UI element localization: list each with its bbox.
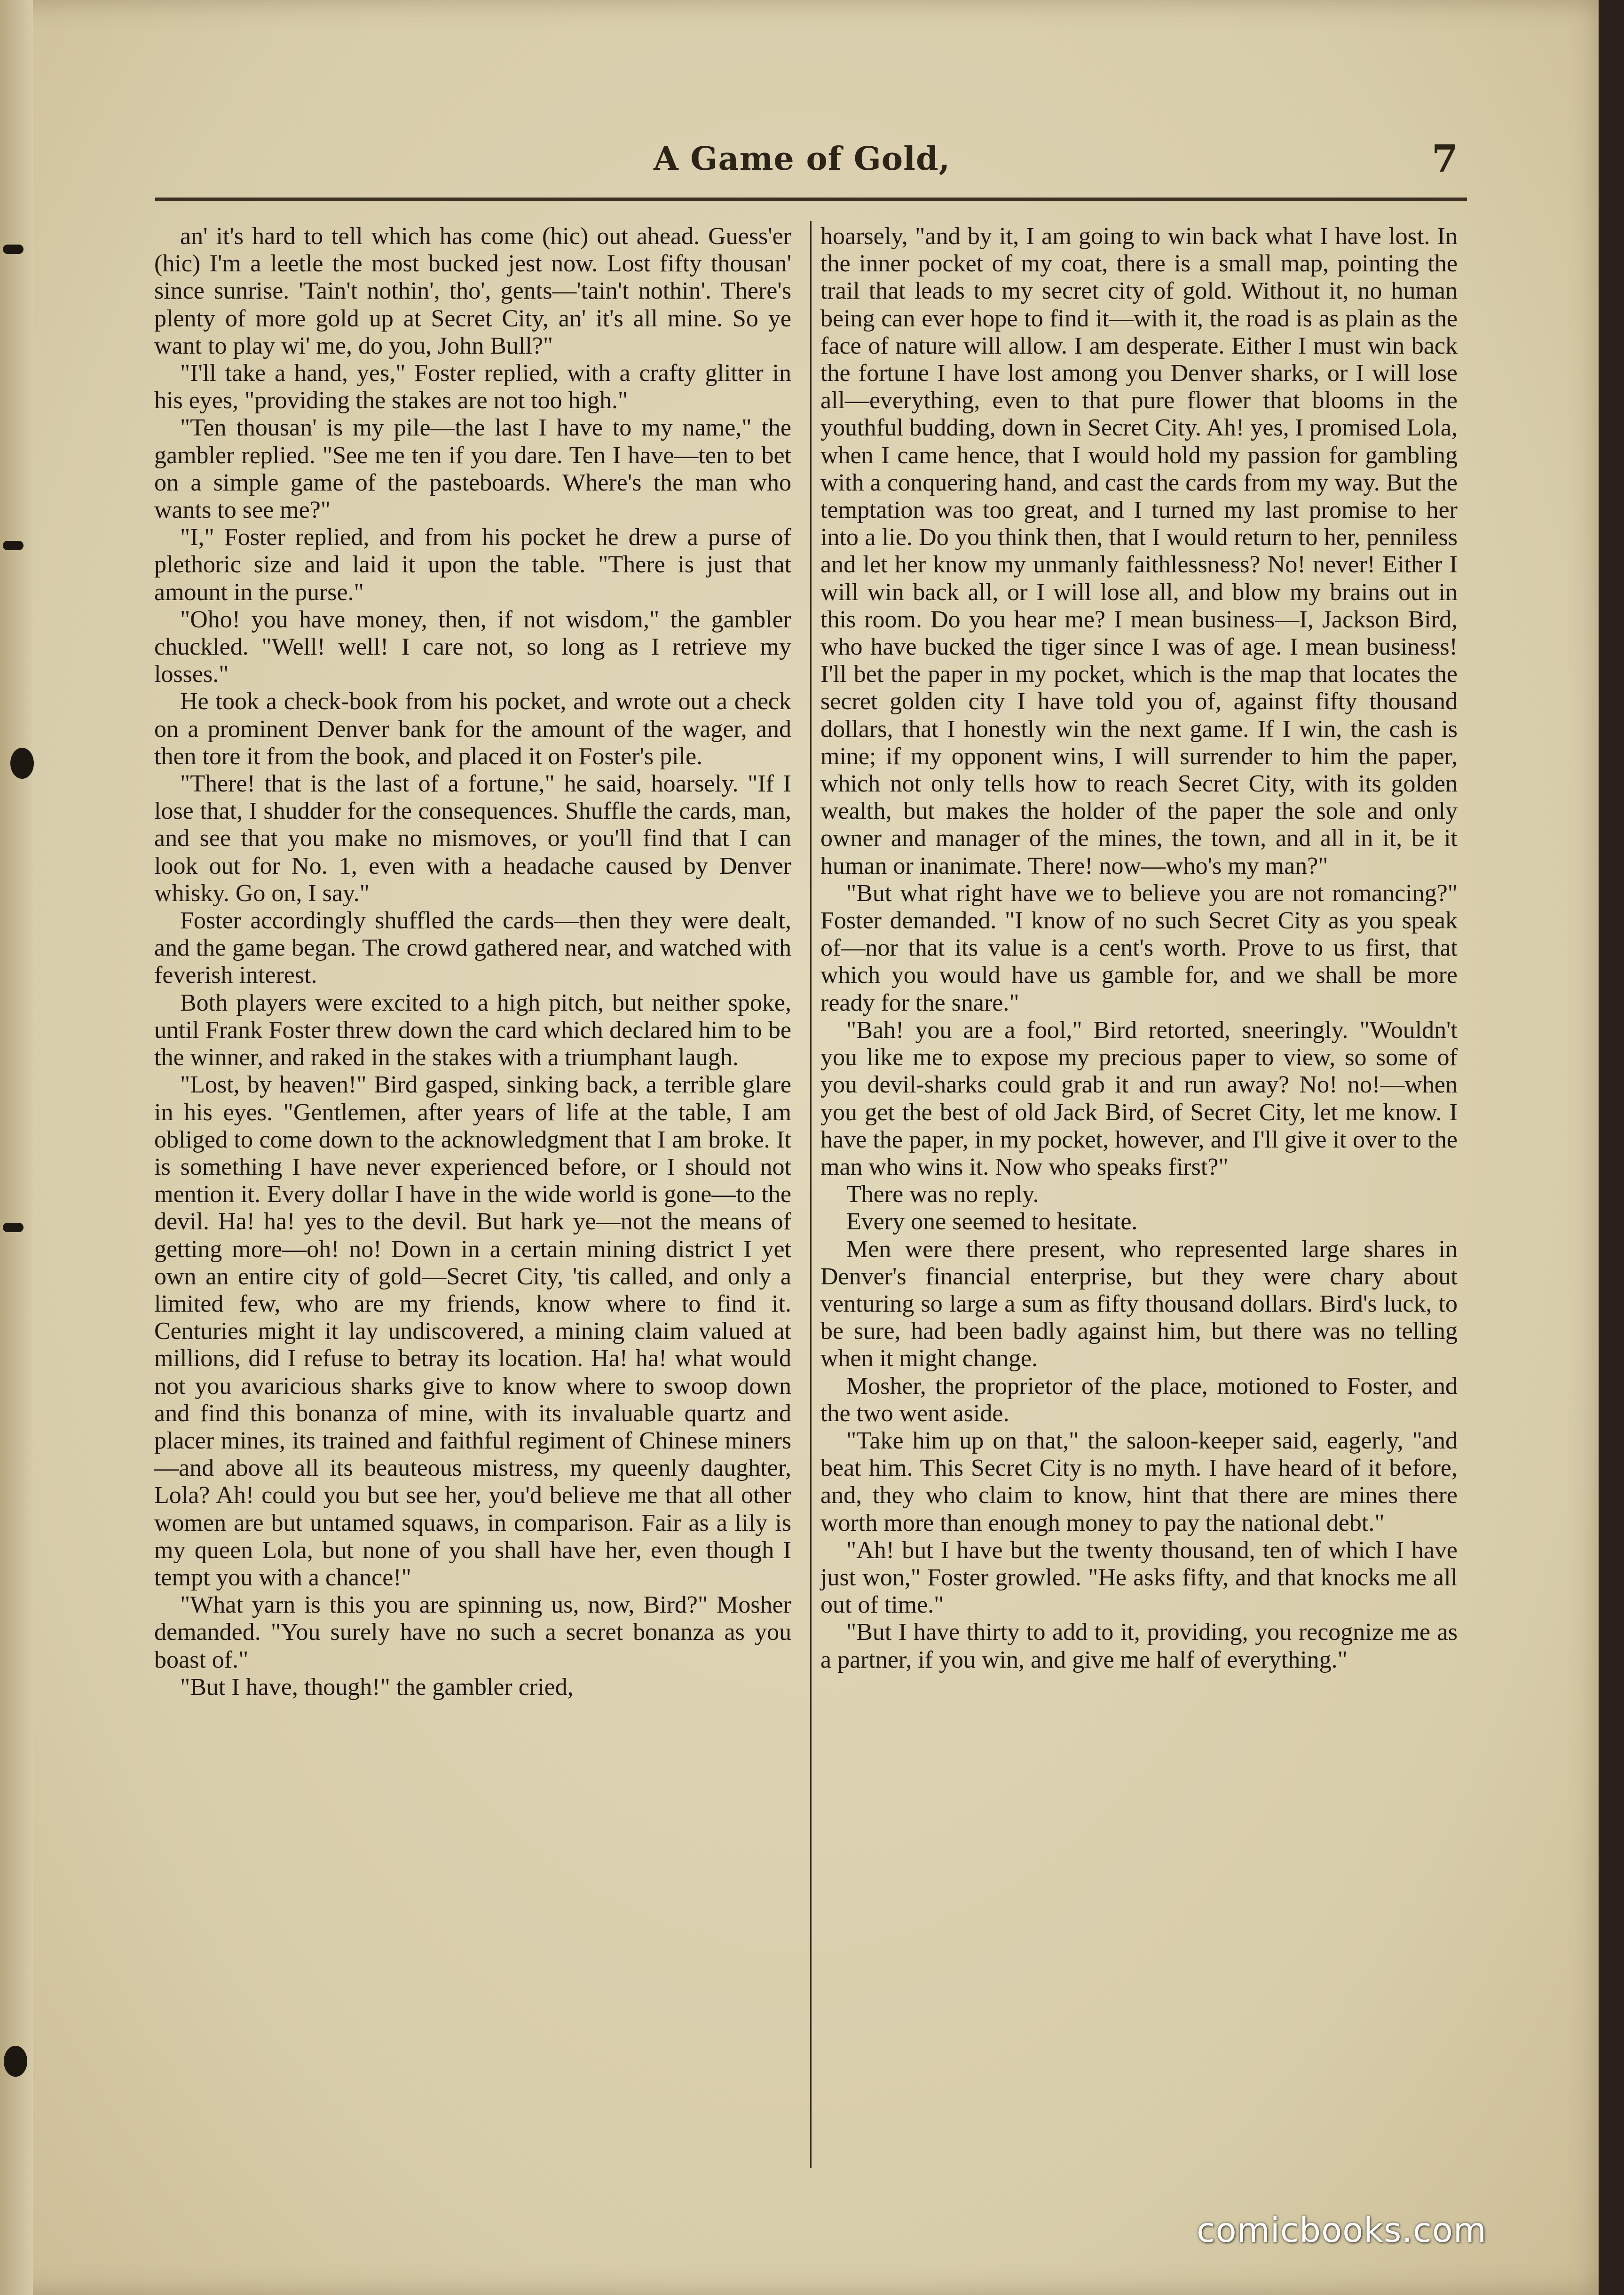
binding-hole (10, 748, 34, 779)
column-divider (810, 221, 812, 2168)
page-number: 7 (1432, 136, 1458, 181)
paragraph: "But what right have we to believe you are not romancing?" Foster demanded. "I know of no such Secret City as you speak of—nor that its value is a cent's worth. Prove to us first, that which you would have us gamble for, and we shall be more ready for the snare." (820, 879, 1458, 1016)
binding-hole (4, 2046, 27, 2077)
paragraph: "But I have, though!" the gambler cried, (180, 1673, 574, 1701)
binding-stitch (3, 1223, 24, 1232)
paragraph: He took a check-book from his pocket, and wrote out a check on a prominent Denver bank for the amount of the wager, and then tore it from the book, and placed it on Foster's pile. (154, 688, 791, 770)
paragraph: Men were there present, who represented large shares in Denver's financial enterprise, but they were chary about venturing so large a sum as fifty thousand dollars. Bird's luck, to be sure, had been badly against him, but there was no telling when it might change. (820, 1235, 1458, 1372)
paragraph: "Oho! you have money, then, if not wisdom," the gambler chuckled. "Well! well! I care not, so long as I retrieve my losses." (154, 606, 791, 688)
left-text-column (154, 223, 791, 1701)
binding-stitch (3, 245, 24, 254)
paragraph: "Take him up on that," the saloon-keeper said, eagerly, "and beat him. This Secret City is no myth. I have heard of it before, and, they who claim to know, hint that there are mines there worth more than enough money to pay the national debt." (820, 1427, 1458, 1536)
paragraph: There was no reply. (846, 1181, 1039, 1208)
page-spine (0, 0, 33, 2295)
right-text-column (820, 223, 1458, 1674)
paragraph: Mosher, the proprietor of the place, motioned to Foster, and the two went aside. (820, 1372, 1458, 1427)
binding-stitch (3, 541, 24, 550)
paragraph: "What yarn is this you are spinning us, now, Bird?" Mosher demanded. "You surely have no such a secret bonanza as you boast of." (154, 1591, 791, 1673)
header-rule (155, 198, 1467, 201)
watermark: comicbooks.com (1197, 2210, 1487, 2250)
paragraph: "Lost, by heaven!" Bird gasped, sinking back, a terrible glare in his eyes. "Gentlemen, after years of life at the table, I am obliged to come down to the acknowledgment that I am broke. It is something I have never experienced before, or I should not mention it. Every dollar I have in the wide world is gone—to the devil. Ha! ha! yes to the devil. But hark ye—not the means of getting more—oh! no! Down in a certain mining district I yet own an entire city of gold—Secret City, 'tis called, and only a limited few, who are my friends, know where to find it. Centuries might it lay undiscovered, a mining claim valued at millions, did I refuse to betray its location. Ha! ha! what would not you avaricious sharks give to know where to swoop down and find this bonanza of mine, with its invaluable quartz and placer mines, its trained and faithful regiment of Chinese miners—and above all its beauteous mistress, my queenly daughter, Lola? Ah! could you but see her, you'd believe me that all other women are but untamed squaws, in comparison. Fair as a lily is my queen Lola, but none of you shall have her, even though I tempt you with a chance!" (154, 1071, 791, 1591)
paragraph: "Bah! you are a fool," Bird retorted, sneeringly. "Wouldn't you like me to expose my precious paper to view, so some of you devil-sharks could grab it and run away? No! no!—when you get the best of old Jack Bird, of Secret City, let me know. I have the paper, in my pocket, however, and I'll give it over to the man who wins it. Now who speaks first?" (820, 1016, 1458, 1180)
paragraph: "There! that is the last of a fortune," he said, hoarsely. "If I lose that, I shudder for the consequences. Shuffle the cards, man, and see that you make no mismoves, or you'll find that I can look out for No. 1, even with a headache caused by Denver whisky. Go on, I say." (154, 770, 791, 907)
paragraph: Foster accordingly shuffled the cards—then they were dealt, and the game began. The crowd gathered near, and watched with feverish interest. (154, 907, 791, 989)
paragraph: Every one seemed to hesitate. (846, 1208, 1138, 1235)
paragraph: "Ah! but I have but the twenty thousand, ten of which I have just won," Foster growled. "He asks fifty, and that knocks me all out of time." (820, 1536, 1458, 1619)
paragraph: "I," Foster replied, and from his pocket he drew a purse of plethoric size and laid it upon the table. "There is just that amount in the purse." (154, 524, 791, 606)
paragraph: "I'll take a hand, yes," Foster replied, with a crafty glitter in his eyes, "providing the stakes are not too high." (154, 360, 791, 414)
paragraph: an' it's hard to tell which has come (hic) out ahead. Guess'er (hic) I'm a leetle the most bucked jest now. Lost fifty thousan' since sunrise. 'Tain't nothin', tho', gents—'tain't nothin'. There's plenty of more gold up at Secret City, an' it's all mine. So ye want to play wi' me, do you, John Bull?" (154, 223, 791, 359)
paragraph: hoarsely, "and by it, I am going to win back what I have lost. In the inner pocket of my coat, there is a small map, pointing the trail that leads to my secret city of gold. Without it, no human being can ever hope to find it—with it, the road is as plain as the face of nature will allow. I am desperate. Either I must win back the fortune I have lost among you Denver sharks, or I will lose all—everything, even to that pure flower that blooms in the youthful budding, down in Secret City. Ah! yes, I promised Lola, when I came hence, that I would hold my passion for gambling with a conquering hand, and cast the cards from my way. But the temptation was too great, and I turned my last promise to her into a lie. Do you think then, that I would return to her, penniless and let her know my unmanly faithlessness? No! never! Either I will win back all, or I will lose all, and blow my brains out in this room. Do you hear me? I mean business—I, Jackson Bird, who have bucked the tiger since I was of age. I mean business! I'll bet the paper in my pocket, which is the map that locates the secret golden city I have told you of, against fifty thousand dollars, that I honestly win the next game. If I win, the cash is mine; if my opponent wins, I will surrender to him the paper, which not only tells how to reach Secret City, with its golden wealth, but makes the holder of the paper the sole and only owner and manager of the mines, the town, and all in it, be it human or inanimate. There! now—who's my man?" (820, 223, 1458, 879)
paragraph: "But I have thirty to add to it, providing, you recognize me as a partner, if you win, and give me half of everything." (820, 1619, 1458, 1673)
running-header-title: A Game of Gold, (654, 140, 951, 178)
paragraph: Both players were excited to a high pitch, but neither spoke, until Frank Foster threw down the card which declared him to be the winner, and raked in the stakes with a triumphant laugh. (154, 989, 791, 1071)
paragraph: "Ten thousan' is my pile—the last I have to my name," the gambler replied. "See me ten if you dare. Ten I have—ten to bet on a simple game of the pasteboards. Where's the man who wants to see me?" (154, 414, 791, 524)
